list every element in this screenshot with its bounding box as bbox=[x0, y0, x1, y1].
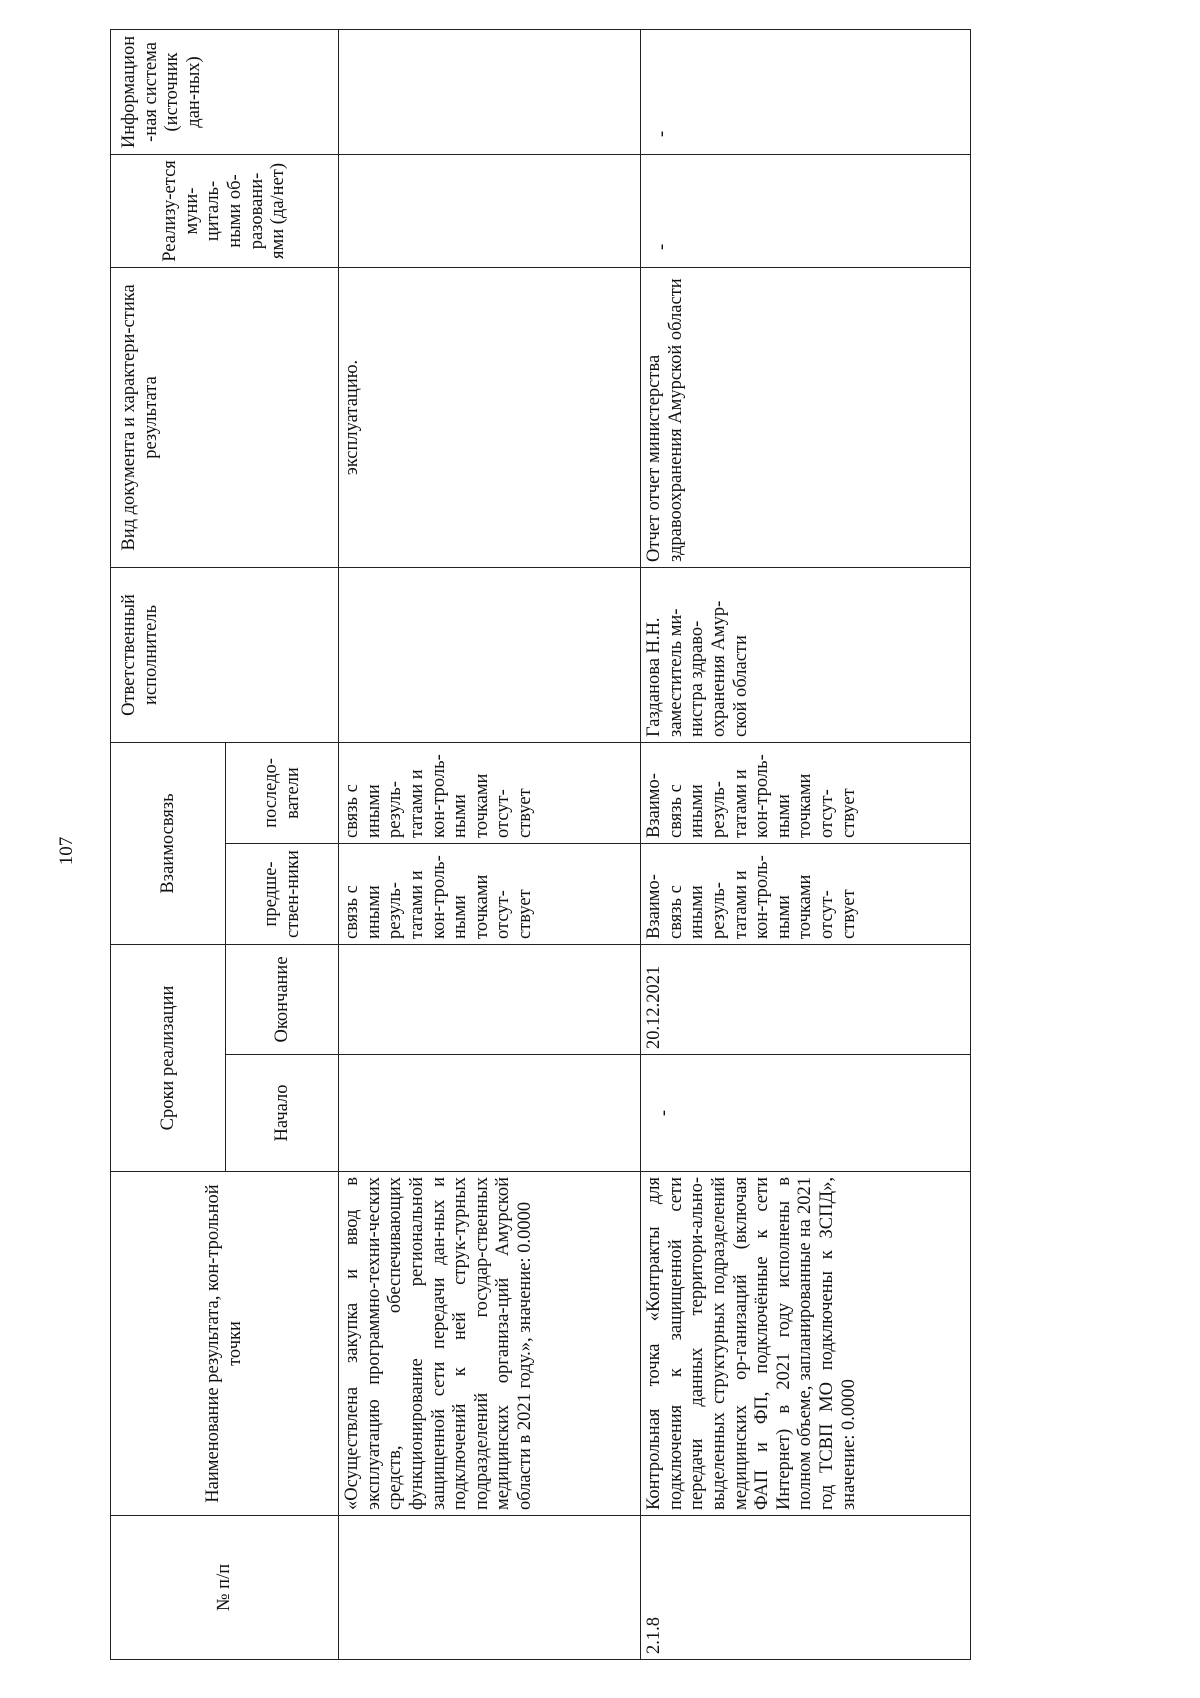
row-info-system-value: - bbox=[652, 130, 672, 137]
header-responsible: Ответственный исполнитель bbox=[111, 567, 339, 742]
header-start: Начало bbox=[226, 1055, 339, 1172]
header-name: Наименование результата, кон-трольной точки bbox=[111, 1172, 339, 1516]
row-municipal bbox=[641, 154, 971, 267]
header-num: № п/п bbox=[111, 1516, 339, 1660]
header-terms: Сроки реализации bbox=[111, 945, 226, 1172]
header-successors: последо-ватели bbox=[226, 742, 339, 843]
table-row bbox=[641, 29, 971, 1659]
header-doc-type: Вид документа и характери-стика результата bbox=[111, 267, 339, 567]
row-name: Контрольная точка «Контракты для подключения к защищенной сети передачи данных территори-ально-выделенных структурных подразделений медицинских ор-ганизаций (включая ФАП и ФП, подключённые к сети Интернет) в 2021 году исполнены в полном объеме, запланированные на 2021 год ТСВП МО подключены к ЗСПД», значение: 0.0000 bbox=[641, 1172, 971, 1516]
header-relation: Взаимосвязь bbox=[111, 742, 226, 944]
row-municipal bbox=[339, 154, 641, 267]
row-end: 20.12.2021 bbox=[641, 945, 971, 1055]
row-start bbox=[641, 1055, 971, 1172]
row-doc-type: Отчет отчет министерства здравоохранения Амурской области bbox=[641, 267, 971, 567]
header-end: Окончание bbox=[226, 945, 339, 1055]
results-table bbox=[110, 29, 971, 1660]
row-start bbox=[339, 1055, 641, 1172]
row-info-system bbox=[641, 29, 971, 154]
row-end bbox=[339, 945, 641, 1055]
row-info-system bbox=[339, 29, 641, 154]
page-number: 107 bbox=[56, 836, 77, 866]
header-municipal: Реализу-ется муни-циталь-ными об-разовани-ями (да/нет) bbox=[111, 154, 339, 267]
row-responsible: Газданова Н.Н. заместитель ми-нистра здраво-охранения Амур-ской области bbox=[641, 567, 971, 742]
row-num: 2.1.8 bbox=[641, 1516, 971, 1660]
row-responsible bbox=[339, 567, 641, 742]
row-municipal-value: - bbox=[652, 243, 672, 250]
row-successors: Взаимо-связь с иными резуль-татами и кон-троль-ными точками отсут-ствует bbox=[641, 742, 971, 843]
header-row-1 bbox=[111, 29, 226, 1659]
header-info-system: Информацион-ная система (источник дан-ных) bbox=[111, 29, 339, 154]
header-predecessors: предше-ствен-ники bbox=[226, 844, 339, 945]
table-row bbox=[339, 29, 641, 1659]
row-successors: связь с иными резуль-татами и кон-троль-ными точками отсут-ствует bbox=[339, 742, 641, 843]
row-start-value: - bbox=[654, 1109, 674, 1117]
row-name: «Осуществлена закупка и ввод в эксплуатацию программно-техни-ческих средств, обеспечивающих функционирование региональной защищенной сети передачи дан-ных и подключений к ней струк-турных подразделений государ-ственных медицинских организа-ций Амурской области в 2021 году.», значение: 0.0000 bbox=[339, 1172, 641, 1516]
row-predecessors: связь с иными резуль-татами и кон-троль-ными точками отсут-ствует bbox=[339, 844, 641, 945]
row-num bbox=[339, 1516, 641, 1660]
row-predecessors: Взаимо-связь с иными резуль-татами и кон-троль-ными точками отсут-ствует bbox=[641, 844, 971, 945]
row-doc-type: эксплуатацию. bbox=[339, 267, 641, 567]
rotated-table-container bbox=[110, 30, 1050, 1660]
